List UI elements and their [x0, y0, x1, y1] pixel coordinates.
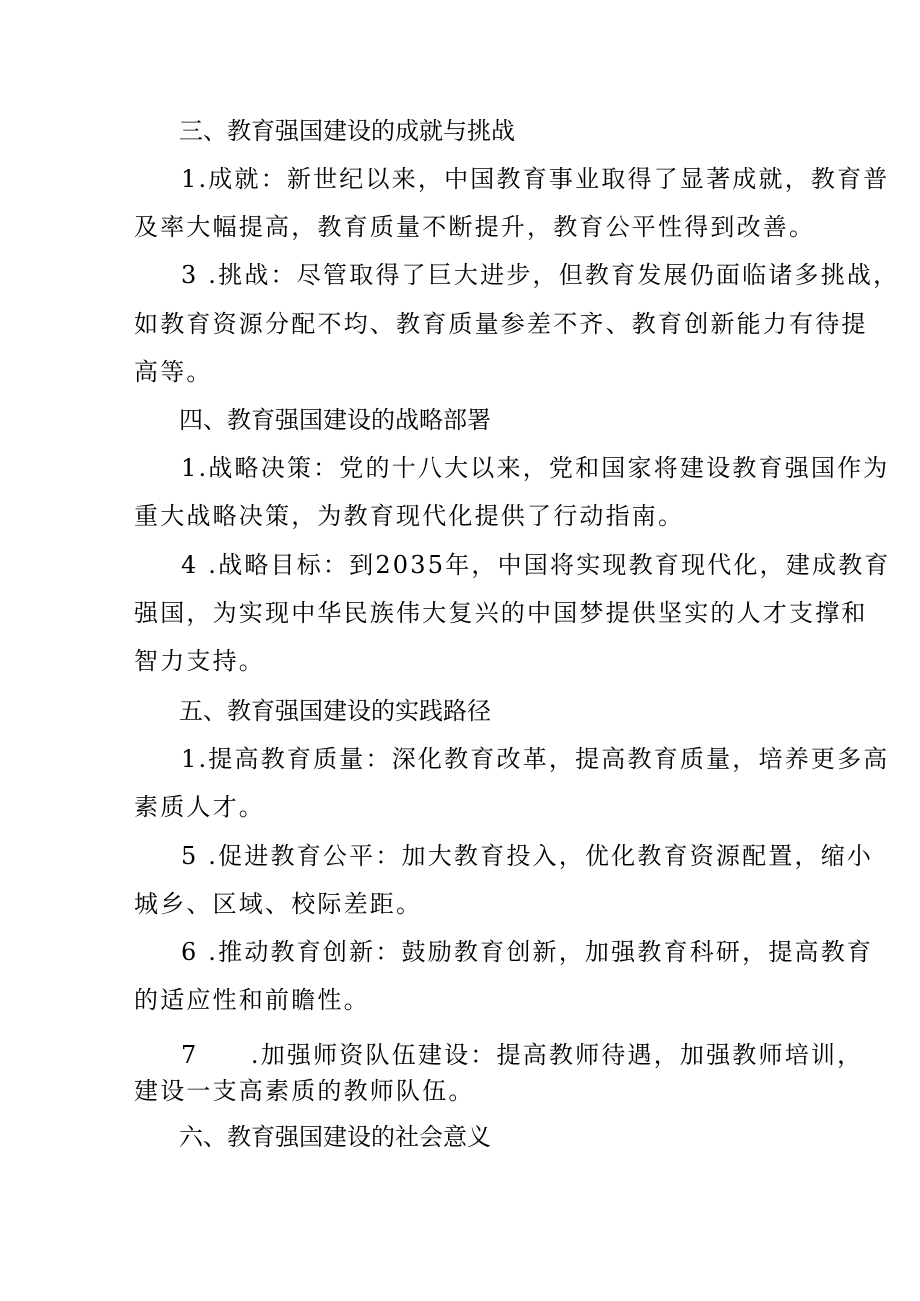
section-heading: 五、教育强国建设的实践路径 [179, 697, 491, 725]
paragraph-line: 如教育资源分配不均、教育质量参差不齐、教育创新能力有待提 [134, 310, 868, 338]
paragraph-line: 智力支持。 [134, 647, 265, 675]
paragraph-line: 及率大幅提高，教育质量不断提升，教育公平性得到改善。 [134, 213, 816, 241]
paragraph-line: 3 .挑战：尽管取得了巨大进步，但教育发展仍面临诸多挑战， [181, 261, 900, 289]
paragraph-line: 高等。 [134, 358, 213, 386]
paragraph-line: 5 .促进教育公平：加大教育投入，优化教育资源配置，缩小 [181, 842, 874, 870]
paragraph-line: 的适应性和前瞻性。 [134, 986, 370, 1014]
paragraph-line: 1.提高教育质量：深化教育改革，提高教育质量，培养更多高 [181, 745, 890, 773]
paragraph-line: 7 .加强师资队伍建设：提高教师待遇，加强教师培训， [181, 1041, 864, 1069]
paragraph-line: 1.成就：新世纪以来，中国教育事业取得了显著成就，教育普 [181, 165, 890, 193]
section-heading: 四、教育强国建设的战略部署 [179, 406, 491, 434]
paragraph-line: 素质人才。 [134, 793, 265, 821]
paragraph-line: 强国，为实现中华民族伟大复兴的中国梦提供坚实的人才支撑和 [134, 599, 868, 627]
paragraph-line: 4 .战略目标：到2035年，中国将实现教育现代化，建成教育 [181, 551, 891, 579]
section-heading: 六、教育强国建设的社会意义 [179, 1123, 491, 1151]
section-heading: 三、教育强国建设的成就与挑战 [179, 117, 515, 145]
paragraph-line: 6 .推动教育创新：鼓励教育创新，加强教育科研，提高教育 [181, 938, 874, 966]
paragraph-line: 城乡、区域、校际差距。 [134, 890, 423, 918]
paragraph-line: 建设一支高素质的教师队伍。 [134, 1077, 475, 1105]
paragraph-line: 1.战略决策：党的十八大以来，党和国家将建设教育强国作为 [181, 454, 890, 482]
paragraph-line: 重大战略决策，为教育现代化提供了行动指南。 [134, 502, 685, 530]
